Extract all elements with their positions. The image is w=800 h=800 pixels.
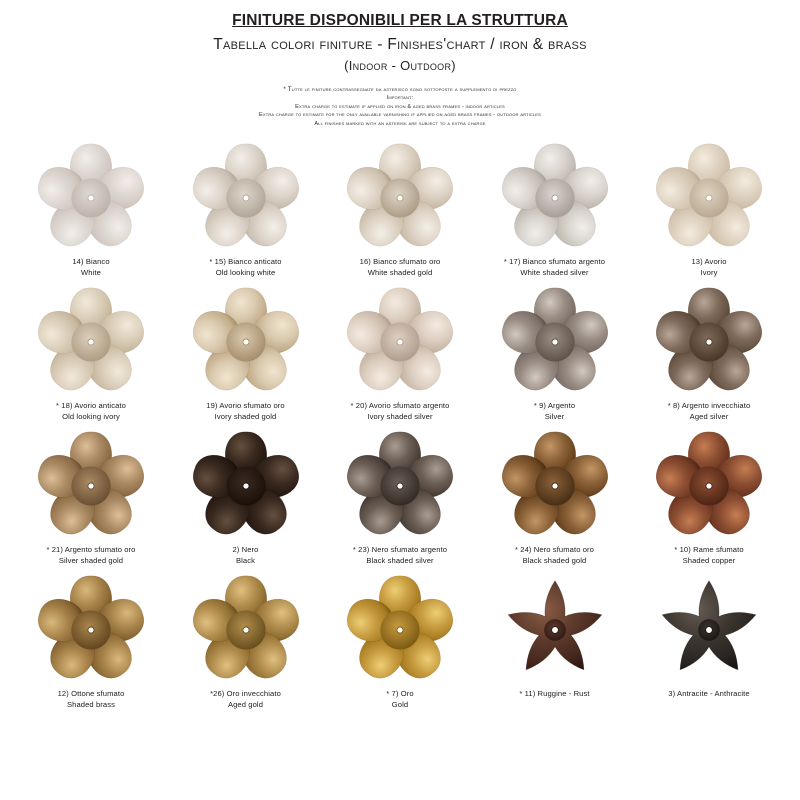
swatch-caption: * 21) Argento sfumato oro Silver shaded gold — [46, 545, 136, 565]
swatch-caption: 2) Nero Black — [232, 545, 259, 565]
swatch-cell-23[interactable] — [329, 430, 471, 566]
swatch-caption: 19) Avorio sfumato oro Ivory shaded gold — [206, 401, 285, 421]
page-subtitle-secondary: (Indoor - Outdoor) — [344, 58, 456, 73]
swatch-cell-3[interactable] — [638, 574, 780, 699]
swatch-cell-12[interactable] — [20, 574, 162, 710]
swatch-cell-20[interactable] — [329, 286, 471, 422]
note-line-1: * Tutte le finiture contrassegnate da asterisco sono sottoposte a supplemento di prezzo — [283, 86, 517, 93]
note-line-4: Extra charge to estimate for the only available varnishing if applied on aged brass frames - outdoor articles — [259, 112, 541, 119]
swatch-cell-26[interactable] — [175, 574, 317, 710]
flower-swatch-icon — [180, 430, 312, 542]
note-line-3: Extra charge to estimate if applied on iron & aged brass frames - indoor articles — [295, 103, 505, 110]
swatch-cell-10[interactable] — [638, 430, 780, 566]
flower-swatch-icon — [643, 574, 775, 686]
swatch-cell-15[interactable] — [175, 142, 317, 278]
flower-swatch-icon — [643, 286, 775, 398]
swatch-caption: * 23) Nero sfumato argento Black shaded silver — [352, 545, 448, 565]
swatch-caption: * 18) Avorio anticato Old looking ivory — [56, 401, 126, 421]
swatch-caption: 14) Bianco White — [72, 257, 110, 277]
flower-swatch-icon — [489, 142, 621, 254]
swatch-caption: 12) Ottone sfumato Shaded brass — [57, 689, 125, 709]
swatch-row-2 — [16, 286, 784, 422]
swatch-cell-18[interactable] — [20, 286, 162, 422]
swatch-cell-24[interactable] — [484, 430, 626, 566]
swatch-caption: * 11) Ruggine - Rust — [519, 689, 590, 698]
swatch-caption: 16) Bianco sfumato oro White shaded gold — [359, 257, 441, 277]
page-title: FINITURE DISPONIBILI PER LA STRUTTURA — [232, 12, 568, 29]
flower-swatch-icon — [180, 286, 312, 398]
swatch-caption: *26) Oro invecchiato Aged gold — [210, 689, 281, 709]
flower-swatch-icon — [643, 142, 775, 254]
swatch-row-3 — [16, 430, 784, 566]
flower-swatch-icon — [25, 142, 157, 254]
swatch-caption: * 15) Bianco anticato Old looking white — [209, 257, 282, 277]
swatch-row-1 — [16, 142, 784, 278]
note-line-2: Important: — [386, 95, 414, 102]
swatch-cell-17[interactable] — [484, 142, 626, 278]
swatch-cell-14[interactable] — [20, 142, 162, 278]
flower-swatch-icon — [489, 286, 621, 398]
swatch-cell-9[interactable] — [484, 286, 626, 422]
swatch-row-4 — [16, 574, 784, 710]
swatch-cell-7[interactable] — [329, 574, 471, 710]
swatch-caption: * 20) Avorio sfumato argento Ivory shaded silver — [350, 401, 450, 421]
flower-swatch-icon — [489, 430, 621, 542]
swatch-cell-11[interactable] — [484, 574, 626, 699]
swatch-caption: * 10) Rame sfumato Shaded copper — [674, 545, 744, 565]
swatch-caption: * 7) Oro Gold — [386, 689, 414, 709]
swatch-caption: 13) Avorio Ivory — [691, 257, 727, 277]
swatch-cell-16[interactable] — [329, 142, 471, 278]
flower-swatch-icon — [25, 574, 157, 686]
swatch-caption: * 17) Bianco sfumato argento White shaded silver — [503, 257, 606, 277]
flower-swatch-icon — [180, 142, 312, 254]
flower-swatch-icon — [334, 286, 466, 398]
swatch-cell-21[interactable] — [20, 430, 162, 566]
swatch-caption: * 8) Argento invecchiato Aged silver — [667, 401, 751, 421]
swatch-caption: 3) Antracite - Anthracite — [668, 689, 750, 698]
flower-swatch-icon — [334, 430, 466, 542]
swatch-cell-8[interactable] — [638, 286, 780, 422]
flower-swatch-icon — [25, 430, 157, 542]
swatch-cell-2[interactable] — [175, 430, 317, 566]
flower-swatch-icon — [643, 430, 775, 542]
note-line-5: All finishes marked with an asterisk are subject to a extra charge — [314, 120, 486, 127]
flower-swatch-icon — [25, 286, 157, 398]
swatch-caption: * 9) Argento Silver — [533, 401, 576, 421]
swatch-caption: * 24) Nero sfumato oro Black shaded gold — [514, 545, 595, 565]
flower-swatch-icon — [180, 574, 312, 686]
flower-swatch-icon — [489, 574, 621, 686]
swatch-cell-13[interactable] — [638, 142, 780, 278]
flower-swatch-icon — [334, 142, 466, 254]
notes-block — [165, 85, 635, 128]
flower-swatch-icon — [334, 574, 466, 686]
swatch-cell-19[interactable] — [175, 286, 317, 422]
page-subtitle: Tabella colori finiture - Finishes'chart / iron & brass — [213, 36, 587, 53]
swatch-grid — [16, 142, 784, 710]
